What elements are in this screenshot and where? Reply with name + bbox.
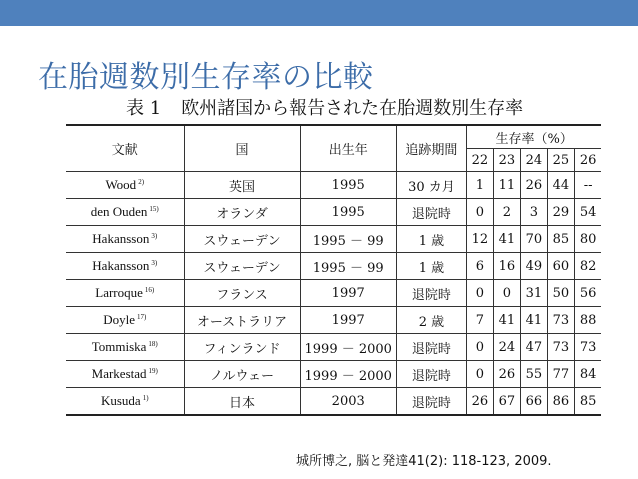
cell-rate-week-25: 86 bbox=[547, 388, 574, 416]
cell-country: スウェーデン bbox=[184, 253, 300, 280]
cell-rate-week-23: 2 bbox=[493, 199, 520, 226]
cell-country: フランス bbox=[184, 280, 300, 307]
table-row bbox=[66, 388, 601, 416]
header-week-22: 22 bbox=[466, 149, 493, 172]
cell-rate-week-23: 16 bbox=[493, 253, 520, 280]
ref-number: 19) bbox=[148, 366, 158, 375]
cell-rate-week-26: 80 bbox=[574, 226, 601, 253]
ref-author: Doyle bbox=[103, 312, 135, 327]
cell-rate-week-24: 31 bbox=[520, 280, 547, 307]
header-birth-year: 出生年 bbox=[300, 125, 396, 172]
cell-ref bbox=[66, 388, 184, 416]
cell-followup: 2 歳 bbox=[396, 307, 466, 334]
cell-rate-week-23: 26 bbox=[493, 361, 520, 388]
cell-rate-week-25: 73 bbox=[547, 307, 574, 334]
cell-rate-week-23: 41 bbox=[493, 226, 520, 253]
cell-birth-year: 2003 bbox=[300, 388, 396, 416]
table-row bbox=[66, 199, 601, 226]
cell-rate-week-26: 56 bbox=[574, 280, 601, 307]
cell-rate-week-26: 88 bbox=[574, 307, 601, 334]
header-week-26: 26 bbox=[574, 149, 601, 172]
cell-rate-week-24: 66 bbox=[520, 388, 547, 416]
cell-rate-week-26: 85 bbox=[574, 388, 601, 416]
cell-rate-week-25: 77 bbox=[547, 361, 574, 388]
cell-followup: 30 カ月 bbox=[396, 172, 466, 199]
cell-followup: 1 歳 bbox=[396, 253, 466, 280]
cell-followup: 退院時 bbox=[396, 388, 466, 416]
header-week-25: 25 bbox=[547, 149, 574, 172]
table-row bbox=[66, 253, 601, 280]
table-row bbox=[66, 334, 601, 361]
cell-birth-year: 1995 bbox=[300, 199, 396, 226]
cell-followup: 1 歳 bbox=[396, 226, 466, 253]
header-ref: 文献 bbox=[66, 125, 184, 172]
cell-rate-week-22: 0 bbox=[466, 334, 493, 361]
ref-number: 18) bbox=[148, 339, 158, 348]
cell-rate-week-25: 73 bbox=[547, 334, 574, 361]
header-survival: 生存率（%） bbox=[466, 125, 601, 149]
ref-author: Tommiska bbox=[91, 339, 147, 354]
cell-rate-week-22: 0 bbox=[466, 280, 493, 307]
table-row bbox=[66, 226, 601, 253]
cell-rate-week-25: 85 bbox=[547, 226, 574, 253]
cell-country: オーストラリア bbox=[184, 307, 300, 334]
cell-ref bbox=[66, 226, 184, 253]
cell-rate-week-25: 60 bbox=[547, 253, 574, 280]
cell-birth-year: 1995 － 99 bbox=[300, 226, 396, 253]
cell-rate-week-22: 0 bbox=[466, 199, 493, 226]
header-week-23: 23 bbox=[493, 149, 520, 172]
header-country: 国 bbox=[184, 125, 300, 172]
cell-rate-week-24: 55 bbox=[520, 361, 547, 388]
cell-rate-week-26: 82 bbox=[574, 253, 601, 280]
cell-country: 日本 bbox=[184, 388, 300, 416]
cell-country: フィンランド bbox=[184, 334, 300, 361]
citation: 城所博之, 脳と発達41(2): 118-123, 2009. bbox=[296, 454, 552, 469]
ref-author: Markestad bbox=[91, 366, 147, 381]
ref-author: den Ouden bbox=[90, 204, 148, 219]
table-body bbox=[66, 172, 601, 416]
cell-rate-week-22: 1 bbox=[466, 172, 493, 199]
ref-number: 15) bbox=[149, 204, 159, 213]
ref-author: Kusuda bbox=[100, 393, 141, 408]
cell-ref bbox=[66, 172, 184, 199]
cell-rate-week-23: 41 bbox=[493, 307, 520, 334]
cell-country: スウェーデン bbox=[184, 226, 300, 253]
cell-rate-week-25: 29 bbox=[547, 199, 574, 226]
cell-ref bbox=[66, 361, 184, 388]
cell-country: 英国 bbox=[184, 172, 300, 199]
cell-ref bbox=[66, 307, 184, 334]
cell-rate-week-23: 0 bbox=[493, 280, 520, 307]
header-followup: 追跡期間 bbox=[396, 125, 466, 172]
cell-rate-week-24: 41 bbox=[520, 307, 547, 334]
cell-rate-week-26: 84 bbox=[574, 361, 601, 388]
cell-birth-year: 1997 bbox=[300, 307, 396, 334]
cell-ref bbox=[66, 253, 184, 280]
cell-birth-year: 1995 － 99 bbox=[300, 253, 396, 280]
table-caption-number: 表 1 bbox=[126, 98, 162, 119]
cell-rate-week-22: 0 bbox=[466, 361, 493, 388]
ref-author: Hakansson bbox=[92, 231, 150, 246]
ref-author: Larroque bbox=[95, 285, 143, 300]
cell-birth-year: 1995 bbox=[300, 172, 396, 199]
ref-number: 3) bbox=[151, 258, 158, 267]
cell-ref bbox=[66, 334, 184, 361]
cell-rate-week-26: -- bbox=[574, 172, 601, 199]
cell-country: オランダ bbox=[184, 199, 300, 226]
cell-followup: 退院時 bbox=[396, 280, 466, 307]
ref-number: 2) bbox=[138, 177, 145, 186]
cell-birth-year: 1997 bbox=[300, 280, 396, 307]
ref-number: 17) bbox=[136, 312, 147, 321]
cell-rate-week-22: 6 bbox=[466, 253, 493, 280]
header-week-24: 24 bbox=[520, 149, 547, 172]
cell-rate-week-23: 24 bbox=[493, 334, 520, 361]
cell-followup: 退院時 bbox=[396, 199, 466, 226]
cell-rate-week-24: 26 bbox=[520, 172, 547, 199]
table-caption bbox=[126, 94, 523, 120]
table-row bbox=[66, 172, 601, 199]
slide-header-bar bbox=[0, 0, 638, 26]
table-row bbox=[66, 307, 601, 334]
cell-ref bbox=[66, 280, 184, 307]
cell-rate-week-23: 67 bbox=[493, 388, 520, 416]
ref-number: 1) bbox=[142, 393, 149, 402]
cell-rate-week-22: 12 bbox=[466, 226, 493, 253]
ref-author: Wood bbox=[105, 177, 137, 192]
ref-number: 16) bbox=[144, 285, 155, 294]
cell-followup: 退院時 bbox=[396, 334, 466, 361]
ref-author: Hakansson bbox=[92, 258, 150, 273]
cell-birth-year: 1999 － 2000 bbox=[300, 334, 396, 361]
cell-rate-week-25: 50 bbox=[547, 280, 574, 307]
cell-ref bbox=[66, 199, 184, 226]
ref-number: 3) bbox=[151, 231, 158, 240]
table-caption-text: 欧州諸国から報告された在胎週数別生存率 bbox=[181, 98, 524, 119]
cell-rate-week-24: 47 bbox=[520, 334, 547, 361]
cell-country: ノルウェー bbox=[184, 361, 300, 388]
cell-rate-week-24: 70 bbox=[520, 226, 547, 253]
slide-title: 在胎週数別生存率の比較 bbox=[38, 60, 374, 95]
cell-rate-week-24: 49 bbox=[520, 253, 547, 280]
cell-rate-week-22: 26 bbox=[466, 388, 493, 416]
table-row bbox=[66, 280, 601, 307]
survival-rate-table bbox=[66, 124, 601, 416]
cell-rate-week-23: 11 bbox=[493, 172, 520, 199]
cell-rate-week-22: 7 bbox=[466, 307, 493, 334]
cell-followup: 退院時 bbox=[396, 361, 466, 388]
cell-rate-week-26: 73 bbox=[574, 334, 601, 361]
cell-birth-year: 1999 － 2000 bbox=[300, 361, 396, 388]
cell-rate-week-25: 44 bbox=[547, 172, 574, 199]
cell-rate-week-24: 3 bbox=[520, 199, 547, 226]
table-row bbox=[66, 361, 601, 388]
cell-rate-week-26: 54 bbox=[574, 199, 601, 226]
